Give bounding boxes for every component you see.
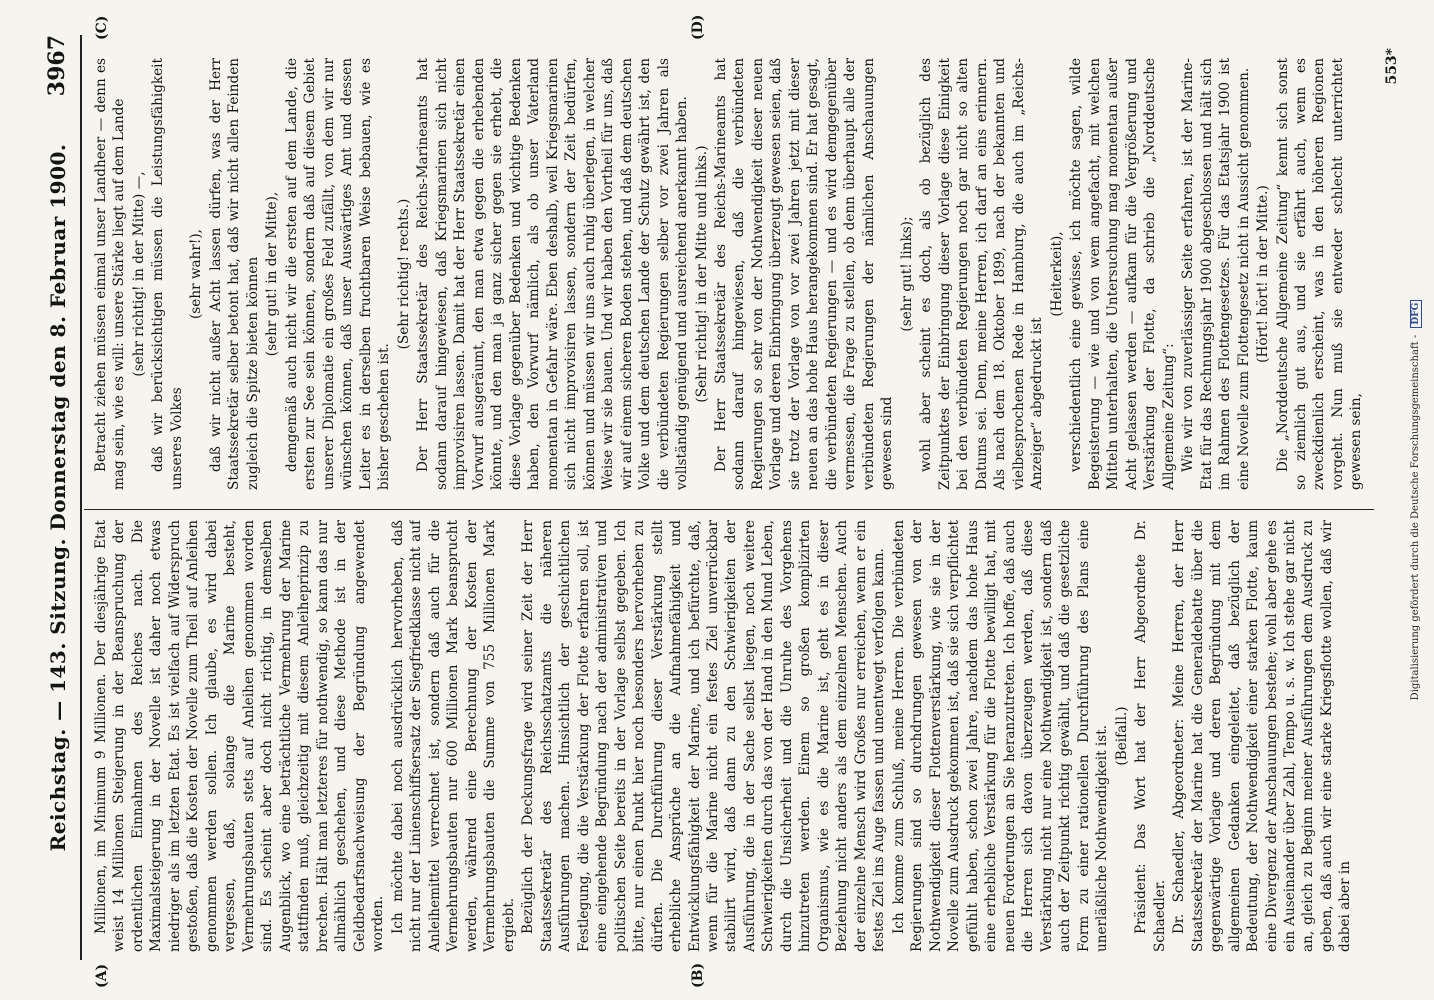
paragraph: wohl aber scheint es doch, als ob bezüglich des Zeitpunktes der Einbringung dieser Vorlage diese Einigkeit bei den verbündeten Regierungen noch gar nicht so alten Datums sei. Denn, meine Herren, ich darf an eins erinnern. Als nach dem 18. Oktober 1899, nach der bekannten und vielbesprochenen Rede in Hamburg, die auch im „Reichs-Anzeiger“ abgedruckt ist <box>918 58 1046 490</box>
header-rule <box>80 35 82 960</box>
margin-mark-b: (B) <box>690 962 706 988</box>
paragraph: daß wir berücksichtigen müssen die Leistungsfähigkeit unseres Volkes <box>150 58 185 490</box>
interjection: (Hört! hört! in der Mitte.) <box>1255 185 1272 363</box>
page-footer <box>1384 0 1428 1000</box>
dfg-logo-icon: DFG <box>1410 300 1422 328</box>
paragraph: Ich komme zum Schluß, meine Herren. Die verbündeten Regierungen sind so durchdrungen gewesen von der Nothwendigkeit dieser Flottenverstärkung, wie sie in der Novelle zum Ausdruck gekommen ist, daß sie sich verpflichtet gefühlt haben, schon zwei Jahre, nachdem das hohe Haus eine erhebliche Verstärkung für die Flotte bewilligt hat, mit neuen Forderungen an Sie heranzutreten. Ich hoffe, daß auch die Herren sich davon überzeugen werden, daß diese Verstärkung nicht nur eine Nothwendigkeit ist, sondern daß auch der Zeitpunkt richtig gewählt, und daß die gesetzliche Form zu einer rationellen Durchführung des Plans eine unerläßliche Nothwendigkeit ist. <box>890 520 1111 952</box>
paragraph: Bezüglich der Deckungsfrage wird seiner Zeit der Herr Staatssekretär des Reichsschatzamts die näheren Ausführungen machen. Hinsichtlich der geschichtlichen Festlegung, die die Verstärkung der Flotte erfahren soll, ist eine eingehende Begründung nach der administrativen und politischen Seite bereits in der Vorlage selbst gegeben. Ich bitte, nur einen Punkt hier noch besonders hervorheben zu dürfen. Die Durchführung dieser Verstärkung stellt erhebliche Ansprüche an die Aufnahmefähigkeit und Entwicklungsfähigkeit der Marine, und ich befürchte, daß, wenn für die Marine nicht ein festes Ziel unverrückbar stabilirt wird, daß dann zu den Schwierigkeiten der Ausführung, die in der Sache selbst liegen, noch weitere Schwierigkeiten durch das von der Hand in den Mund Leben, durch die Unsicherheit und die Unruhe des Vorgehens hinzutreten werden. Einem so großen komplizirten Organismus, wie es die Marine ist, geht es in dieser Beziehung nicht anders als dem einzelnen Menschen. Auch der einzelne Mensch wird Großes nur erreichen, wenn er ein festes Ziel ins Auge fassen und unentwegt verfolgen kann. <box>520 520 888 952</box>
paragraph: verschiedentlich eine gewisse, ich möchte sagen, wilde Begeisterung — wie und von wem angefacht, mit welchen Mitteln unterhalten, die Untersuchung mag momentan außer Acht gelassen werden — aufkam für die Vergrößerung und Verstärkung der Flotte, da schrieb die „Norddeutsche Allgemeine Zeitung“: <box>1068 58 1177 490</box>
right-column <box>92 58 1374 490</box>
paragraph: Der Herr Staatssekretär des Reichs-Marineamts hat sodann darauf hingewiesen, daß die verbündeten Regierungen so sehr von der Nothwendigkeit dieser neuen Vorlage und deren Einbringung überzeugt gewesen seien, daß sie trotz der Vorlage von vor zwei Jahren jetzt mit dieser neuen an das hohe Haus herangekommen sind. Er hat gesagt, die verbündeten Regierungen — und es wird demgegenüber vermessen, die Frage zu stellen, ob denn überhaupt alle der verbündeten Regierungen der nämlichen Anschauungen gewesen sind <box>712 58 896 490</box>
interjection: (Sehr richtig! in der Mitte und links.) <box>693 145 710 403</box>
paragraph: Ich möchte dabei noch ausdrücklich hervorheben, daß nicht nur der Linienschiffsersatz der Siegfriedklasse nicht auf Anleihemittel verrechnet ist, sondern daß auch für die Vermehrungsbauten nur 600 Millionen Mark beansprucht werden, während eine Berechnung der Kosten der Vermehrungsbauten die Summe von 755 Millionen Mark ergiebt. <box>389 520 517 952</box>
interjection: (sehr gut! links); <box>898 216 915 332</box>
digitization-note: Digitalisierung gefördert durch die Deutsche Forschungsgemeinschaft - <box>1410 334 1421 701</box>
paragraph: daß wir nicht außer Acht lassen dürfen, was der Herr Staatssekretär selber betont hat, daß wir nicht allen Feinden zugleich die Spitze bieten können <box>207 58 261 490</box>
interjection: (Beifall.) <box>1113 706 1130 766</box>
column-divider <box>84 509 1374 510</box>
margin-mark-c: (C) <box>94 15 110 40</box>
paragraph: Dr. Schaedler, Abgeordneter: Meine Herren, der Herr Staatssekretär der Marine hat die Generaldebatte über die gegenwärtige Vorlage und deren Begründung mit dem allgemeinen Gedanken eingeleitet, daß bezüglich der Bedeutung, der Nothwendigkeit einer starken Flotte, kaum eine Divergenz der Anschauungen bestehe; wohl aber gehe es ein Auseinander über Zahl, Tempo u. s. w. Ich stehe gar nicht an, gleich zu Beginn meiner Ausführungen dem Ausdruck zu geben, daß auch wir eine starke Kriegsflotte wollen, daß wir dabei aber in <box>1171 520 1354 952</box>
page-header <box>40 35 80 960</box>
margin-mark-a: (A) <box>94 963 110 988</box>
paragraph: Präsident: Das Wort hat der Herr Abgeordnete Dr. Schaedler. <box>1133 520 1168 952</box>
paragraph: Millionen, im Minimum 9 Millionen. Der diesjährige Etat weist 14 Millionen Steigerung in der Beanspruchung der ordentlichen Einnahmen des Reiches nach. Die Maximalsteigerung in der Novelle ist daher noch etwas niedriger als im letzten Etat. Es ist vielfach auf Widerspruch gestoßen, daß die Kosten der Novelle zum Theil auf Anleihen genommen werden sollen. Ich glaube, es wird dabei vergessen, daß, solange die Marine besteht, Vermehrungsbauten stets auf Anleihen genommen worden sind. Es scheint aber doch nicht richtig, in demselben Augenblick, wo eine beträchtliche Vermehrung der Marine stattfinden muß, gleichzeitig mit diesem Anleiheprinzip zu brechen. Hält man letzteres für nothwendig, so kann das nur allmählich geschehen, und diese Methode ist in der Geldbedarfsnachweisung der Begründung angewendet worden. <box>93 520 387 952</box>
header-title: Reichstag. — 143. Sitzung. Donnerstag den 8. Februar 1900. <box>46 143 70 852</box>
digitization-credit <box>1410 0 1422 1000</box>
paragraph: Die „Norddeutsche Allgemeine Zeitung“ kennt sich sonst so ziemlich gut aus, und sie erfährt auch, wenn es zweckdienlich erscheint, was in den höheren Regionen vorgeht. Nun muß sie entweder schlecht unterrichtet gewesen sein, <box>1274 58 1365 490</box>
interjection: (sehr gut! in der Mitte), <box>264 191 281 357</box>
paragraph: Betracht ziehen müssen einmal unser Landheer — denn es mag sein, wie es will: unsere Stärke liegt auf dem Lande <box>93 58 128 490</box>
signature-mark: 553* <box>1384 48 1400 85</box>
interjection: (sehr wahr!), <box>188 229 205 319</box>
paragraph: demgemäß auch nicht wir die ersten auf dem Lande, die ersten zur See sein können, sondern daß auf diesem Gebiet unserer Diplomatie ein großes Feld zufällt, von dem wir nur wünschen können, daß unser Auswärtiges Amt und dessen Leiter es in derselben fruchtbaren Weise bebauen, wie es bisher geschehen ist. <box>283 58 393 490</box>
margin-mark-d: (D) <box>690 14 706 40</box>
left-column <box>92 520 1374 952</box>
quotation: Wie wir von zuverlässiger Seite erfahren, ist der Marine-Etat für das Rechnungsjahr 1900 abgeschlossen und hält sich im Rahmen des Flottengesetzes. Für das Etatsjahr 1900 ist eine Novelle zum Flottengesetz nicht in Aussicht genommen. <box>1180 58 1252 490</box>
header-page-number: 3967 <box>44 35 70 97</box>
paragraph: Der Herr Staatssekretär des Reichs-Marineamts hat sodann darauf hingewiesen, daß Kriegsmarinen sich nicht improvisiren lassen. Damit hat der Herr Staatssekretär einen Vorwurf ausgeräumt, den man etwa gegen die erhebenden könnte, und den man ja ganz sicher gegen sie erhebt, die diese Vorlage gegenüber Bedenken und wichtige Bedenken haben, den Vorwurf nämlich, als ob unser Vaterland momentan in Gefahr wäre. Eben deshalb, weil Kriegsmarinen sich nicht improvisiren lassen, sondern der Zeit bedürfen, können und müssen wir uns auch ruhig überlegen, in welcher Weise wir sie bauen. Und wir haben den Vortheil für uns, daß wir auf einem sicheren Boden stehen, und daß dem deutschen Volke und dem deutschen Lande der Schutz gewährt ist, den die verbündeten Regierungen selber vor zwei Jahren als vollständig genügend und ausreichend anerkannt haben. <box>415 58 691 490</box>
interjection: (Sehr richtig! rechts.) <box>395 198 412 350</box>
interjection: (Heiterkeit), <box>1048 231 1065 317</box>
interjection: (sehr richtig! in der Mitte) —, <box>130 171 147 377</box>
